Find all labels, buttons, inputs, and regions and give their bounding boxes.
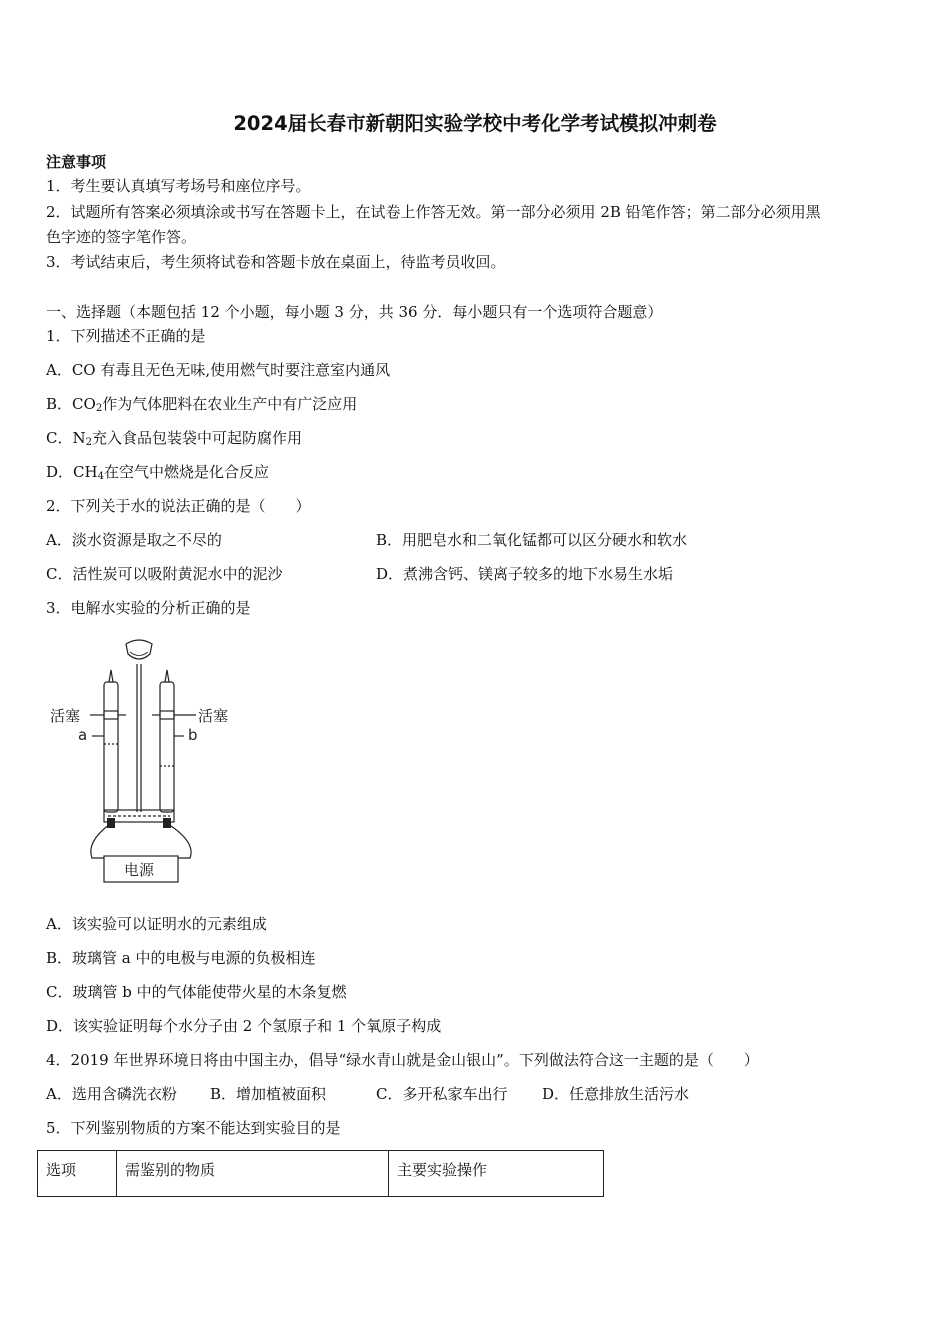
option-b-text: 作为气体肥料在农业生产中有广泛应用 [102,395,358,413]
wire-left [91,824,110,858]
section-heading: 一、选择题（本题包括 12 个小题，每小题 3 分，共 36 分．每小题只有一个选项符合题意） [46,303,663,321]
tube-b-nozzle [165,670,169,682]
question-4-option-b: B．增加植被面积 [210,1085,327,1103]
question-3-option-b: B．玻璃管 a 中的电极与电源的负极相连 [46,949,316,967]
option-d-prefix: D．CH [46,463,98,481]
valve-label-right: 活塞 [198,707,229,725]
question-2-option-b: B．用肥皂水和二氧化锰都可以区分硬水和软水 [376,531,688,549]
question-5-stem: 5．下列鉴别物质的方案不能达到实验目的是 [46,1119,341,1137]
notice-item-2-cont: 色字迹的签字笔作答。 [46,228,197,246]
question-1-stem: 1．下列描述不正确的是 [46,327,206,345]
notice-item-3: 3．考试结束后，考生须将试卷和答题卡放在桌面上，待监考员收回。 [46,253,506,271]
question-5-table [37,1150,604,1197]
question-2-option-a: A．淡水资源是取之不尽的 [46,531,222,549]
funnel-water [130,652,148,656]
electrode-a [107,818,115,828]
power-label: 电源 [124,861,155,879]
question-2-stem: 2．下列关于水的说法正确的是（ ） [46,497,311,515]
question-2-option-d: D．煮沸含钙、镁离子较多的地下水易生水垢 [376,565,674,583]
glass-tube-a [104,682,118,812]
question-3-stem: 3．电解水实验的分析正确的是 [46,599,251,617]
option-c-text: 充入食品包装袋中可起防腐作用 [91,429,302,447]
electrolysis-diagram [46,632,256,884]
tube-a-nozzle [109,670,113,682]
notice-item-1: 1．考生要认真填写考场号和座位序号。 [46,177,311,195]
table-header-row [38,1151,604,1197]
electrode-b [163,818,171,828]
question-1-option-a: A．CO 有毒且无色无味,使用燃气时要注意室内通风 [46,361,391,379]
table-header-cell: 需鉴别的物质 [117,1151,389,1197]
option-c-prefix: C．N [46,429,86,447]
tube-label-a: a [78,726,88,744]
funnel [126,640,152,659]
subscript-4: 4 [97,471,104,482]
valve-a [104,711,118,719]
question-1-option-d [46,462,269,482]
question-3-option-c: C．玻璃管 b 中的气体能使带火星的木条复燃 [46,983,347,1001]
option-b-prefix: B．CO [46,395,96,413]
subscript-2: 2 [95,403,103,414]
option-d-text: 在空气中燃烧是化合反应 [103,463,269,481]
question-4-option-c: C．多开私家车出行 [376,1085,508,1103]
question-2-option-c: C．活性炭可以吸附黄泥水中的泥沙 [46,565,283,583]
table-header-cell: 选项 [38,1151,117,1197]
table-header-cell: 主要实验操作 [389,1151,604,1197]
question-4-stem: 4．2019 年世界环境日将由中国主办，倡导“绿水青山就是金山银山”。下列做法符合这一主题的是（ ） [46,1051,759,1069]
valve-label-left: 活塞 [50,707,81,725]
question-4-option-d: D．任意排放生活污水 [542,1085,690,1103]
notice-heading: 注意事项 [46,153,107,171]
wire-right [168,824,191,858]
question-4-option-a: A．选用含磷洗衣粉 [46,1085,177,1103]
question-1-option-b [46,394,357,414]
question-3-option-a: A．该实验可以证明水的元素组成 [46,915,267,933]
question-1-option-c [46,428,302,448]
notice-item-2: 2．试题所有答案必须填涂或书写在答题卡上，在试卷上作答无效。第一部分必须用 2B 铅笔作答；第二部分必须用黑 [46,203,821,221]
glass-tube-b [160,682,174,812]
subscript-2: 2 [85,437,92,448]
tube-label-b: b [188,726,198,744]
exam-title: 2024届长春市新朝阳实验学校中考化学考试模拟冲刺卷 [233,112,717,135]
question-3-option-d: D．该实验证明每个水分子由 2 个氢原子和 1 个氧原子构成 [46,1017,442,1035]
valve-b [160,711,174,719]
